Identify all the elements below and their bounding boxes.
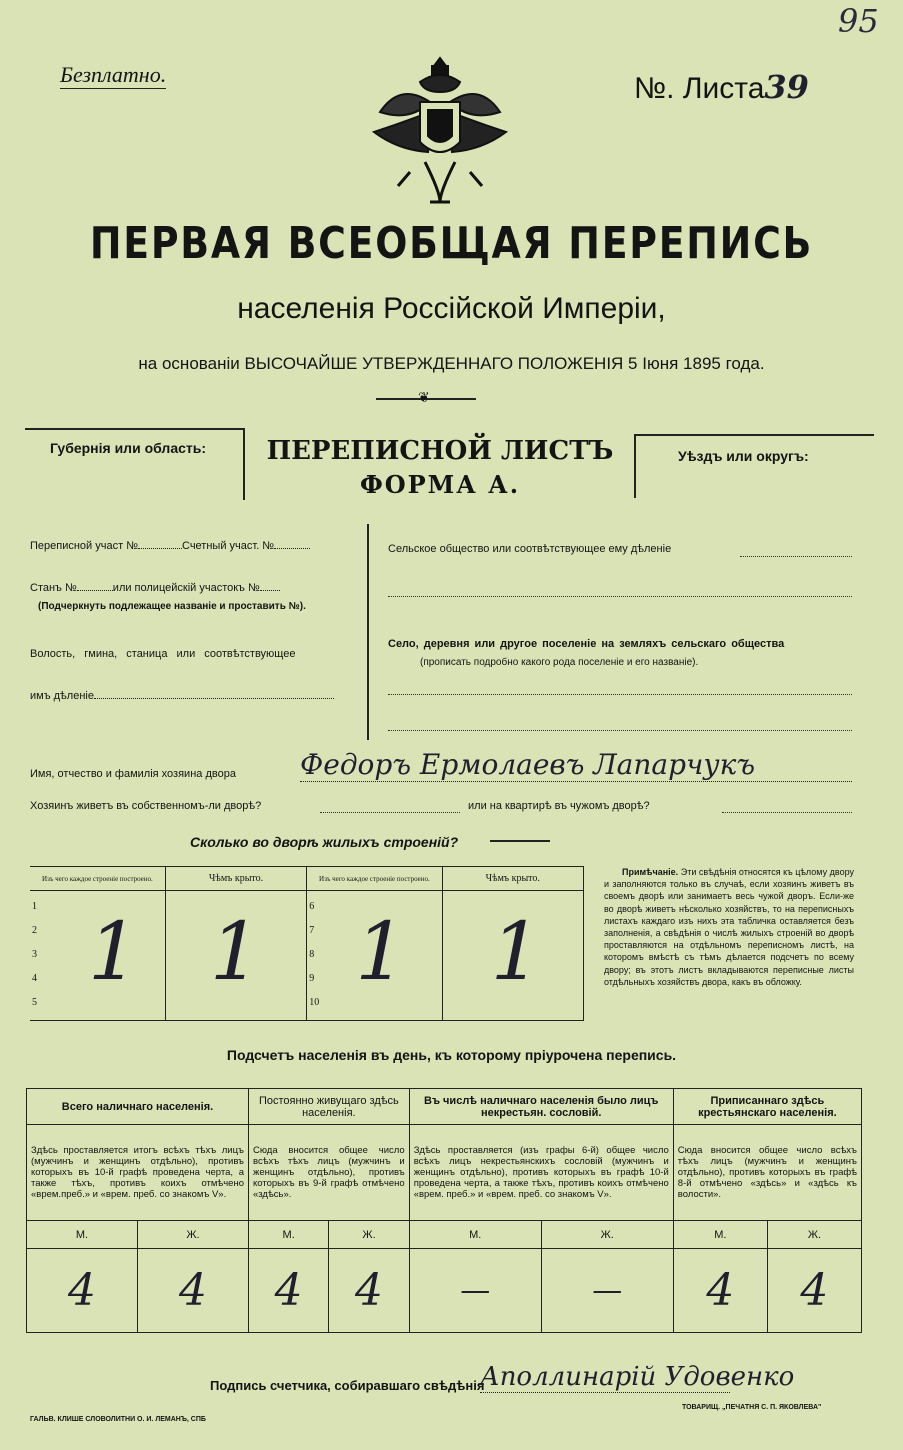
permanent-header: Постоянно живущаго здѣсь населенія. — [249, 1089, 410, 1125]
signature-value[interactable]: Аполлинарій Удовенко — [480, 1362, 795, 1392]
other-yard-value[interactable] — [722, 812, 852, 813]
village-note: (прописать подробно какого рода поселеніе и его названіе). — [420, 657, 699, 668]
buildings-left-material[interactable] — [30, 891, 165, 1021]
f-header: Ж. — [767, 1221, 861, 1249]
row-number: 3 — [32, 949, 37, 960]
buildings-left-roof[interactable] — [165, 891, 306, 1021]
roof-header-right: Чѣмъ крыто. — [442, 867, 583, 891]
owner-name-label: Имя, отчество и фамилія хозяина двора — [30, 768, 236, 780]
signature-label: Подпись счетчика, собиравшаго свѣдѣнія — [210, 1378, 485, 1393]
own-yard-label: Хозяинъ живетъ въ собственномъ-ли дворѣ? — [30, 800, 262, 812]
double-headed-eagle-emblem — [370, 52, 510, 212]
village-value-line-1[interactable] — [388, 694, 852, 695]
registered-peasant-m[interactable]: 4 — [673, 1249, 767, 1333]
province-label: Губернія или область: — [50, 440, 207, 456]
population-title: Подсчетъ населенія въ день, къ которому пріурочена перепись. — [226, 1047, 677, 1063]
owner-name-value[interactable]: Федоръ Ермолаевъ Лапарчукъ — [300, 748, 852, 782]
province-box — [25, 428, 245, 500]
volost-label: Волость, гмина, станица или соотвѣтствующее — [30, 648, 296, 660]
total-present-header: Всего наличнаго населенія. — [27, 1089, 249, 1125]
basis-line: на основаніи ВЫСОЧАЙШЕ УТВЕРЖДЕННАГО ПОЛОЖЕНІЯ 5 Іюня 1895 года. — [138, 354, 765, 373]
counting-area-value[interactable] — [274, 548, 310, 549]
non-peasant-header: Въ числѣ наличнаго населенія было лицъ некрестьян. сословій. — [409, 1089, 673, 1125]
building-mark: 1 — [490, 905, 542, 998]
registered-peasant-desc: Сюда вносится общее число всѣхъ тѣхъ лицъ (мужчинъ и женщинъ отдѣльно), противъ которыхъ въ графѣ 8-й отмѣчено «здѣсь» и «здѣсь къ волости». — [673, 1125, 861, 1221]
total-present-desc: Здѣсь проставляется итогъ всѣхъ тѣхъ лицъ (мужчинъ и женщинъ отдѣльно), противъ которыхъ въ 10-й графѣ проведена черта, а также тѣхъ, противъ коихъ отмѣчено «врем.преб.» и «врем. преб. со знакомъ V». — [27, 1125, 249, 1221]
village-label: Село, деревня или другое поселеніе на земляхъ сельскаго общества — [388, 638, 785, 650]
buildings-value[interactable] — [490, 840, 550, 842]
total-present-m[interactable]: 4 — [27, 1249, 138, 1333]
row-number: 1 — [32, 901, 37, 912]
ornament-center: ❦ — [418, 391, 430, 406]
note-block — [604, 866, 854, 988]
f-header: Ж. — [329, 1221, 409, 1249]
rural-society-label: Сельское общество или соотвѣтствующее ему дѣленіе — [388, 543, 672, 555]
rural-society-value[interactable] — [740, 556, 852, 557]
row-number: 2 — [32, 925, 37, 936]
archive-number: 95 — [838, 2, 879, 40]
district-box — [634, 434, 874, 498]
buildings-right-roof[interactable] — [442, 891, 583, 1021]
row-number: 5 — [32, 997, 37, 1008]
sheet-label-text: №. Листа — [634, 72, 765, 105]
police-area-label: или полицейскій участокъ № — [112, 582, 260, 594]
stan-note: (Подчеркнуть подлежащее названіе и проставить №). — [38, 601, 306, 612]
permanent-f[interactable]: 4 — [329, 1249, 409, 1333]
non-peasant-desc: Здѣсь проставляется (изъ графы 6-й) общее число всѣхъ лицъ некрестьянскихъ сословій (мужчинъ и женщинъ отдѣльно), противъ которыхъ въ графѣ 10-й проведена черта, а также тѣхъ, противъ коихъ отмѣчено «врем. преб.» и «врем. преб. со знакомъ V». — [409, 1125, 673, 1221]
volost-value[interactable] — [94, 698, 334, 699]
police-area-value[interactable] — [260, 590, 280, 591]
building-mark: 1 — [88, 905, 139, 998]
roof-header-left: Чѣмъ крыто. — [165, 867, 306, 891]
row-number: 10 — [309, 997, 320, 1008]
buildings-table — [30, 866, 584, 1021]
registered-peasant-f[interactable]: 4 — [767, 1249, 861, 1333]
column-divider — [367, 524, 369, 740]
registered-peasant-header: Приписаннаго здѣсь крестьянскаго населенія. — [673, 1089, 861, 1125]
permanent-desc: Сюда вносится общее число всѣхъ тѣхъ лицъ (мужчинъ и женщинъ отдѣльно), противъ которыхъ въ 9-й графѣ отмѣчено «здѣсь». — [249, 1125, 410, 1221]
subtitle: населенія Россійской Имперіи, — [237, 292, 666, 325]
census-area-value[interactable] — [138, 548, 182, 549]
rural-society-line-2[interactable] — [388, 596, 852, 597]
non-peasant-m[interactable]: — — [409, 1249, 541, 1333]
village-value-line-2[interactable] — [388, 730, 852, 731]
sheet-label — [634, 68, 809, 106]
m-header: М. — [409, 1221, 541, 1249]
m-header: М. — [673, 1221, 767, 1249]
m-header: М. — [27, 1221, 138, 1249]
note-text: Эти свѣдѣнія относятся къ цѣлому двору и заполняются только въ случаѣ, если хозяинъ живетъ въ своемъ дворѣ или занимаетъ весь чужой дворъ. Если-же во дворѣ живетъ нѣсколько хозяйствъ, то на переписныхъ листахъ каждаго изъ нихъ эта табличка оставляется безъ заполненія, а свѣдѣнія о числѣ жилыхъ строеній во дворѣ проставляются на отдѣльномъ переписномъ листѣ, на которомъ вмѣстѣ съ тѣмъ дѣлается подсчетъ по всему двору; въ этотъ листъ вкладываются переписные листы отдѣльныхъ хозяйствъ двора, какъ въ обложку. — [604, 867, 854, 987]
counting-area-label: Счетный участ. № — [182, 540, 275, 552]
form-label: ФОРМА А. — [359, 470, 521, 499]
population-table — [26, 1088, 862, 1333]
free-label: Безплатно. — [60, 62, 167, 87]
stan-field — [30, 582, 280, 594]
sheet-title: ПЕРЕПИСНОЙ ЛИСТЪ — [266, 436, 614, 466]
printer-left: ГАЛЬВ. КЛИШЕ СЛОВОЛИТНИ О. И. ЛЕМАНЪ, СПБ — [30, 1416, 206, 1423]
volost-cont-field — [30, 690, 334, 702]
total-present-f[interactable]: 4 — [138, 1249, 249, 1333]
material-header-right: Изъ чего каждое строеніе построено. — [307, 867, 442, 891]
note-title: Примѣчаніе. — [622, 867, 679, 877]
row-number: 4 — [32, 973, 37, 984]
buildings-label: Сколько во дворѣ жилыхъ строеній? — [190, 834, 459, 850]
other-yard-label: или на квартирѣ въ чужомъ дворѣ? — [468, 800, 650, 812]
district-label: Уѣздъ или округъ: — [678, 448, 809, 464]
row-number: 6 — [309, 901, 315, 912]
material-header-left: Изъ чего каждое строеніе построено. — [30, 867, 165, 891]
row-number: 8 — [309, 949, 315, 960]
census-area-label: Переписной участ № — [30, 540, 138, 552]
volost-cont-label: имъ дѣленіе — [30, 690, 94, 702]
own-yard-value[interactable] — [320, 812, 460, 813]
printer-right: ТОВАРИЩ. „ПЕЧАТНЯ С. П. ЯКОВЛЕВА" — [682, 1404, 822, 1411]
building-mark: 1 — [209, 905, 261, 998]
census-area-field — [30, 540, 310, 552]
building-mark: 1 — [355, 905, 407, 998]
sheet-number: 39 — [764, 68, 809, 106]
stan-value[interactable] — [77, 590, 113, 591]
f-header: Ж. — [138, 1221, 249, 1249]
non-peasant-f[interactable]: — — [541, 1249, 673, 1333]
permanent-m[interactable]: 4 — [249, 1249, 329, 1333]
row-number: 7 — [309, 925, 315, 936]
main-title: ПЕРВАЯ ВСЕОБЩАЯ ПЕРЕПИСЬ — [89, 218, 814, 269]
f-header: Ж. — [541, 1221, 673, 1249]
m-header: М. — [249, 1221, 329, 1249]
stan-label: Станъ № — [30, 582, 77, 594]
buildings-right-material[interactable] — [307, 891, 442, 1021]
row-number: 9 — [309, 973, 315, 984]
